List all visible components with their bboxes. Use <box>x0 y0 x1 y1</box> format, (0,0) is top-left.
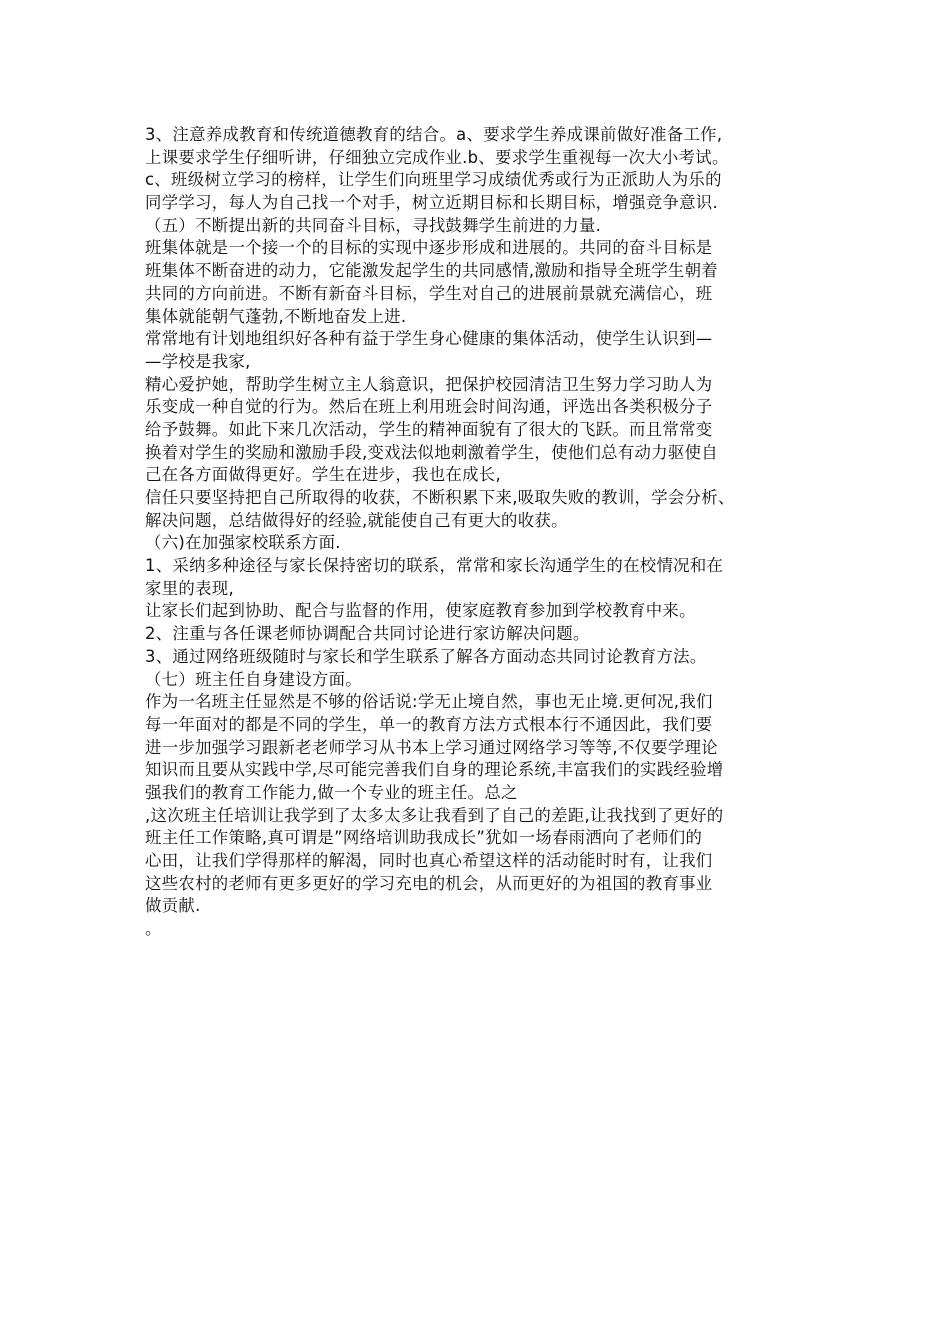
section-heading: （六)在加强家校联系方面. <box>145 533 341 553</box>
text-line: 乐变成一种自觉的行为。然后在班上利用班会时间沟通，评选出各类积极分子 <box>145 397 713 417</box>
text-line: 给予鼓舞。如此下来几次活动，学生的精神面貌有了很大的飞跃。而且常常变 <box>145 419 713 439</box>
text-line: 1、采纳多种途径与家长保持密切的联系，常常和家长沟通学生的在校情况和在 <box>145 556 724 576</box>
text-line: 让家长们起到协助、配合与监督的作用，使家庭教育参加到学校教育中来。 <box>145 601 696 621</box>
text-line: 精心爱护她，帮助学生树立主人翁意识，把保护校园清洁卫生努力学习助人为 <box>145 374 713 394</box>
text-line: 作为一名班主任显然是不够的俗话说:学无止境自然，事也无止境.更何况,我们 <box>145 692 713 712</box>
text-line: 同学学习，每人为自己找一个对手，树立近期目标和长期目标，增强竞争意识. <box>145 193 718 213</box>
section-heading: （五）不断提出新的共同奋斗目标，寻找鼓舞学生前进的力量. <box>145 215 602 235</box>
text-line: 己在各方面做得更好。学生在进步，我也在成长, <box>145 465 502 485</box>
text-line: 班集体不断奋进的动力，它能激发起学生的共同感情,激励和指导全班学生朝着 <box>145 261 718 281</box>
text-line: 2、注重与各任课老师协调配合共同讨论进行家访解决问题。 <box>145 624 590 644</box>
text-line: 解决问题，总结做得好的经验,就能使自己有更大的收获。 <box>145 510 568 530</box>
text-line: 进一步加强学习跟新老老师学习从书本上学习通过网络学习等等,不仅要学理论 <box>145 737 718 757</box>
text-line: 3、通过网络班级随时与家长和学生联系了解各方面动态共同讨论教育方法。 <box>145 646 707 666</box>
text-line: 强我们的教育工作能力,做一个专业的班主任。总之 <box>145 782 518 802</box>
text-line: 上课要求学生仔细听讲，仔细独立完成作业.b、要求学生重视每一次大小考试。 <box>145 147 729 167</box>
text-line: 心田，让我们学得那样的解渴，同时也真心希望这样的活动能时时有，让我们 <box>145 851 713 870</box>
text-line: 信任只要坚持把自己所取得的收获，不断积累下来,吸取失败的教训，学会分析、 <box>145 488 735 507</box>
text-line: 做贡献. <box>145 896 201 916</box>
text-line: 共同的方向前进。不断有新奋斗目标，学生对自己的进展前景就充满信心，班 <box>145 283 713 303</box>
text-line: 每一年面对的都是不同的学生，单一的教育方法方式根本行不通因此，我们要 <box>145 714 713 734</box>
text-line: 3、注意养成教育和传统道德教育的结合。a、要求学生养成课前做好准备工作, <box>145 125 723 144</box>
text-line: 集体就能朝气蓬勃,不断地奋发上进. <box>145 306 407 326</box>
text-line: ,这次班主任培训让我学到了太多太多让我看到了自己的差距,让我找到了更好的 <box>145 805 724 825</box>
text-line: 。 <box>145 919 162 939</box>
text-line: —学校是我家, <box>145 351 251 371</box>
text-line: c、班级树立学习的榜样，让学生们向班里学习成绩优秀或行为正派助人为乐的 <box>145 170 722 190</box>
text-line: 班主任工作策略,真可谓是”网络培训助我成长”犹如一场春雨洒向了老师们的 <box>145 828 703 848</box>
document-body <box>145 124 825 941</box>
text-line: 班集体就是一个接一个的目标的实现中逐步形成和进展的。共同的奋斗目标是 <box>145 238 713 258</box>
text-line: 家里的表现, <box>145 578 234 598</box>
text-line: 常常地有计划地组织好各种有益于学生身心健康的集体活动，使学生认识到— <box>145 329 713 349</box>
section-heading: （七）班主任自身建设方面。 <box>145 669 362 689</box>
text-line: 这些农村的老师有更多更好的学习充电的机会，从而更好的为祖国的教育事业 <box>145 873 713 893</box>
text-line: 知识而且要从实践中学,尽可能完善我们自身的理论系统,丰富我们的实践经验增 <box>145 760 724 780</box>
text-line: 换着对学生的奖励和激励手段,变戏法似地刺激着学生，使他们总有动力驱使自 <box>145 442 718 462</box>
